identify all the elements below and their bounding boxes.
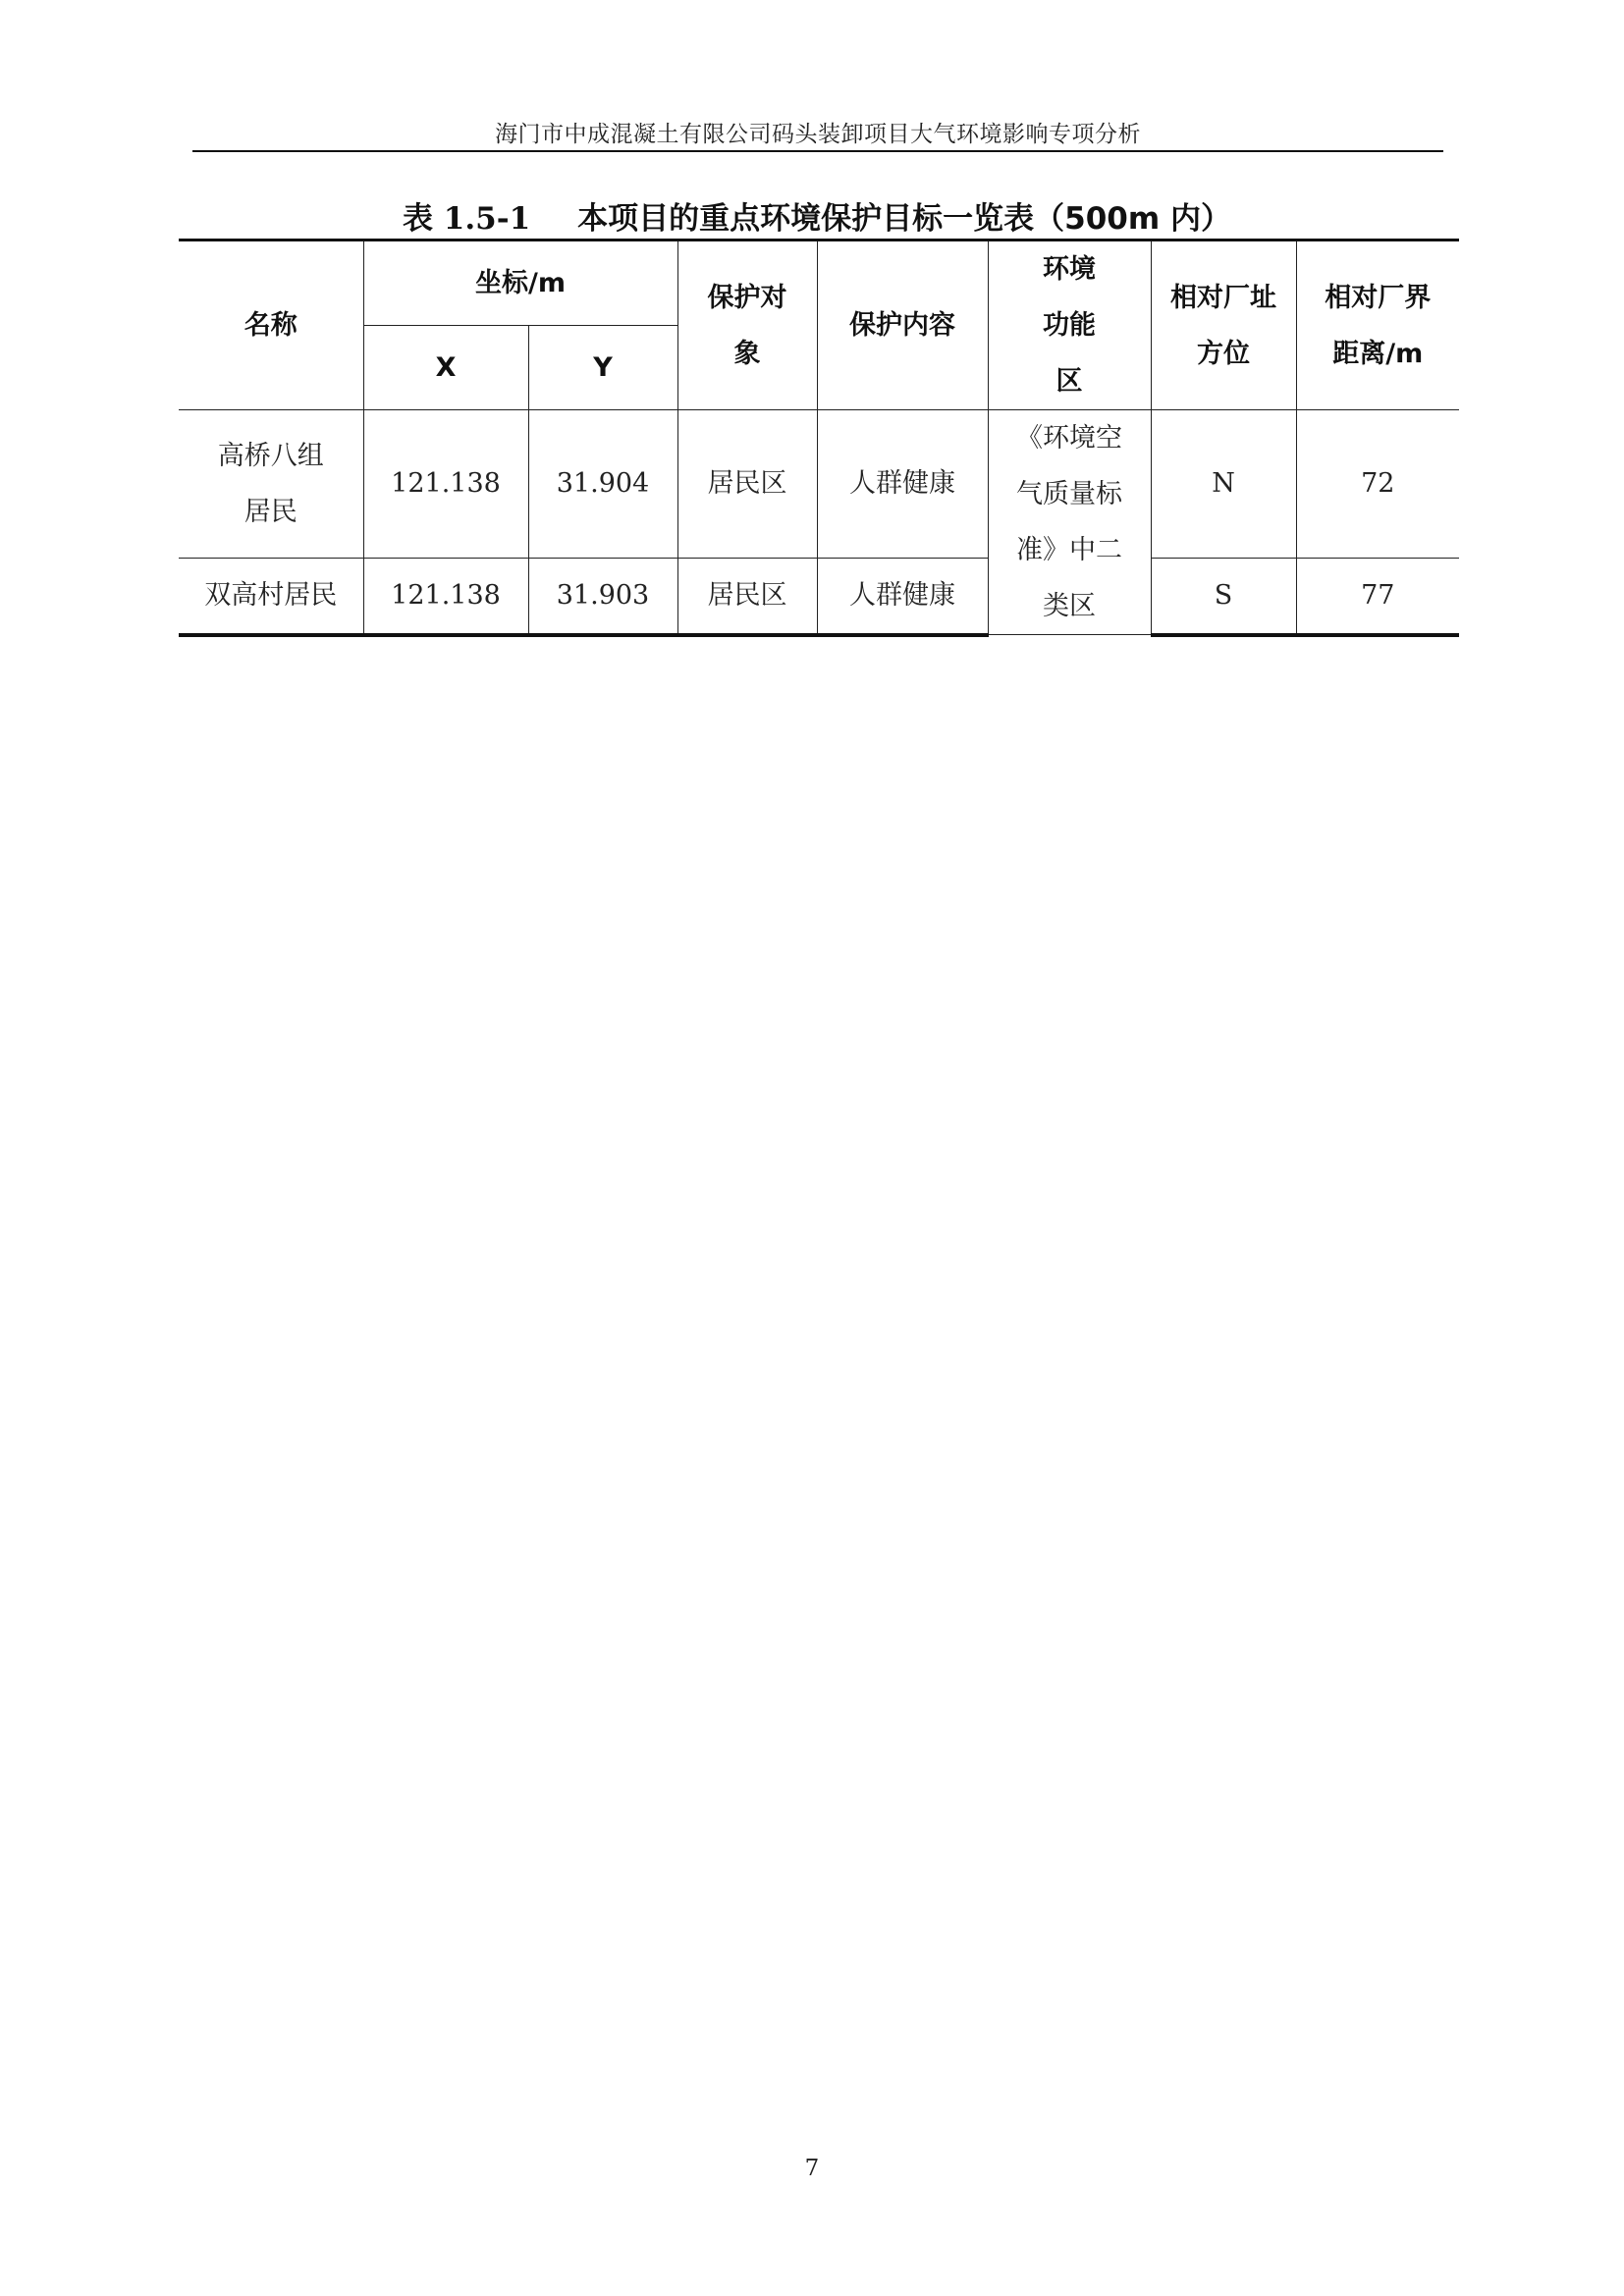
header-direction [1151, 240, 1296, 410]
table-caption-number: 表 1.5-1 [403, 201, 531, 237]
table-caption [179, 193, 1455, 238]
row-content: 人群健康 [817, 410, 988, 559]
header-rule [192, 150, 1443, 152]
table-row [179, 410, 1459, 559]
table-caption-title: 本项目的重点环境保护目标一览表（500m 内） [577, 201, 1231, 237]
header-target [677, 240, 817, 410]
row-target: 居民区 [677, 410, 817, 559]
header-name: 名称 [179, 240, 363, 410]
header-zone [988, 240, 1151, 410]
running-header: 海门市中成混凝土有限公司码头装卸项目大气环境影响专项分析 [495, 122, 1141, 147]
row-name [179, 410, 363, 559]
row-y: 31.904 [528, 410, 677, 559]
row-target: 居民区 [677, 558, 817, 634]
header-content: 保护内容 [817, 240, 988, 410]
table-header-row [179, 240, 1459, 326]
row-zone [988, 410, 1151, 635]
header-target-text: 保护对象 [707, 282, 787, 369]
header-y: Y [528, 326, 677, 410]
row-content: 人群健康 [817, 558, 988, 634]
row-name-text: 高桥八组居民 [217, 440, 324, 527]
row-x: 121.138 [363, 410, 528, 559]
header-distance [1296, 240, 1459, 410]
header-direction-text: 相对厂址方位 [1170, 282, 1276, 369]
header-coords: 坐标/m [363, 240, 677, 326]
row-x: 121.138 [363, 558, 528, 634]
row-direction: N [1151, 410, 1296, 559]
row-distance: 72 [1296, 410, 1459, 559]
row-distance: 77 [1296, 558, 1459, 634]
header-distance-text: 相对厂界距离/m [1325, 282, 1432, 369]
row-zone-text: 《环境空气质量标准》中二类区 [1016, 423, 1122, 621]
row-name: 双高村居民 [179, 558, 363, 634]
page-number: 7 [804, 2156, 820, 2181]
row-direction: S [1151, 558, 1296, 634]
table-row [179, 558, 1459, 634]
header-zone-text: 环境功能区 [1043, 254, 1096, 397]
protection-targets-table [179, 239, 1459, 637]
row-y: 31.903 [528, 558, 677, 634]
header-x: X [363, 326, 528, 410]
